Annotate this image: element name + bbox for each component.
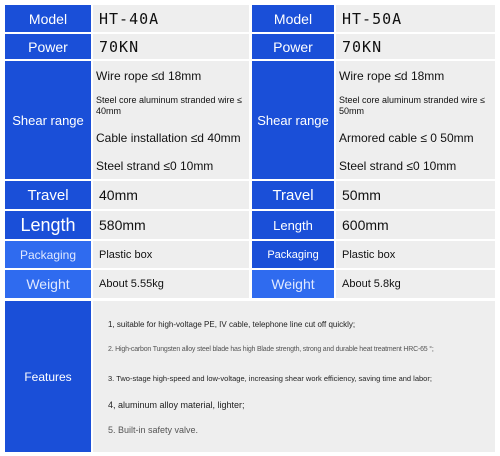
left-travel-value: 40mm	[93, 181, 249, 209]
right-shear-label: Shear range	[252, 61, 334, 179]
left-weight-label: Weight	[5, 270, 91, 298]
left-model-value: HT-40A	[93, 5, 249, 32]
right-travel-label: Travel	[252, 181, 334, 209]
left-travel-label: Travel	[5, 181, 91, 209]
left-shear-strand: Steel strand ≤0 10mm	[96, 159, 214, 173]
left-length-label: Length	[5, 211, 91, 239]
feature-item-3: 3. Two-stage high-speed and low-voltage, increasing shear work efficiency, saving time and labor;	[108, 374, 432, 383]
left-packaging-label: Packaging	[5, 241, 91, 268]
right-model-label: Model	[252, 5, 334, 32]
left-shear-wire-rope: Wire rope ≤d 18mm	[96, 69, 202, 83]
right-power-label: Power	[252, 34, 334, 59]
left-model-label: Model	[5, 5, 91, 32]
right-length-value: 600mm	[336, 211, 495, 239]
left-power-value: 70KN	[93, 34, 249, 59]
right-model-value: HT-50A	[336, 5, 495, 32]
feature-item-1: 1, suitable for high-voltage PE, IV cable, telephone line cut off quickly;	[108, 320, 356, 329]
right-packaging-value: Plastic box	[336, 241, 495, 268]
right-power-value: 70KN	[336, 34, 495, 59]
left-shear-cable: Cable installation ≤d 40mm	[96, 131, 241, 145]
left-shear-steel-core: Steel core aluminum stranded wire ≤ 40mm	[96, 95, 243, 116]
left-shear-label: Shear range	[5, 61, 91, 179]
left-packaging-value: Plastic box	[93, 241, 249, 268]
left-weight-value: About 5.55kg	[93, 270, 249, 298]
right-shear-strand: Steel strand ≤0 10mm	[339, 159, 457, 173]
right-packaging-label: Packaging	[252, 241, 334, 268]
right-shear-steel-core: Steel core aluminum stranded wire ≤ 50mm	[339, 95, 486, 116]
right-travel-value: 50mm	[336, 181, 495, 209]
right-length-label: Length	[252, 211, 334, 239]
right-weight-label: Weight	[252, 270, 334, 298]
left-power-label: Power	[5, 34, 91, 59]
right-shear-armored-cable: Armored cable ≤ 0 50mm	[339, 131, 474, 145]
right-shear-values	[336, 61, 495, 179]
right-shear-wire-rope: Wire rope ≤d 18mm	[339, 69, 445, 83]
left-length-value: 580mm	[93, 211, 249, 239]
features-label: Features	[5, 301, 91, 452]
feature-item-4: 4, aluminum alloy material, lighter;	[108, 400, 245, 410]
right-weight-value: About 5.8kg	[336, 270, 495, 298]
left-shear-values	[93, 61, 249, 179]
feature-item-2: 2. High-carbon Tungsten alloy steel blade has high Blade strength, strong and durable heat treatment HRC-65 °;	[108, 346, 434, 353]
feature-item-5: 5. Built-in safety valve.	[108, 425, 199, 435]
